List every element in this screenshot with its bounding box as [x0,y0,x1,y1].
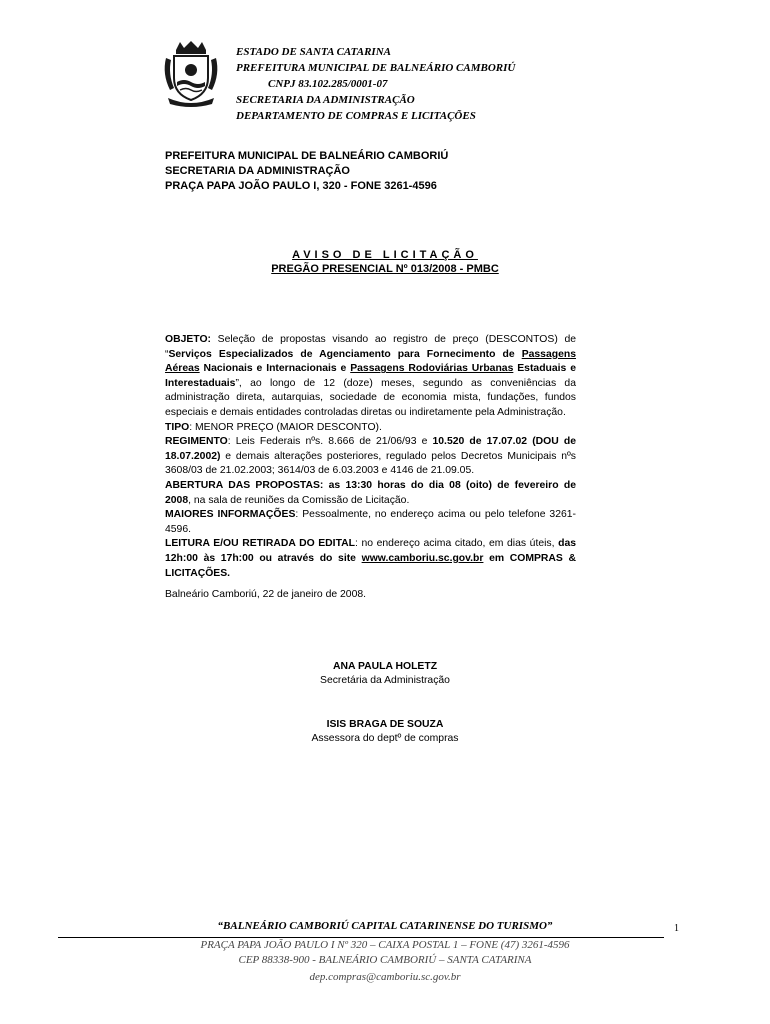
date-line: Balneário Camboriú, 22 de janeiro de 2008. [165,589,367,600]
abertura-paragraph [165,479,576,508]
letterhead [236,44,515,124]
signature-role: Secretária da Administração [320,675,450,686]
objeto-link-passagens-aereas: Passagens Aéreas [165,348,576,375]
signature-name: ISIS BRAGA DE SOUZA [326,719,444,730]
letterhead-prefeitura: PREFEITURA MUNICIPAL DE BALNEÁRIO CAMBORIÚ [236,62,516,74]
letterhead-cnpj: CNPJ 83.102.285/0001-07 [268,78,388,90]
letterhead-departamento: DEPARTAMENTO DE COMPRAS E LICITAÇÕES [236,110,476,122]
leitura-bold-2: em COMPRAS & LICITAÇÕES. [165,552,576,579]
municipal-crest-icon [162,40,220,108]
objeto-text-2: ”, ao longo de 12 (doze) meses, segundo as conveniências da administração direta, autarquias, sociedade de economia mista, fundações, fundos especiais e demais entidades controladas diretas ou indiretamente pela Administração. [165,377,576,418]
signature-name: ANA PAULA HOLETZ [332,661,438,672]
leitura-bold-1: das 12h:00 às 17h:00 ou através do site [165,538,576,564]
objeto-link-passagens-rodoviarias: Passagens Rodoviárias Urbanas [350,363,514,375]
address-line-2: SECRETARIA DA ADMINISTRAÇÃO [165,165,350,177]
signature-2 [0,718,770,746]
maiores-paragraph [165,508,576,537]
footer-motto: “BALNEÁRIO CAMBORIÚ CAPITAL CATARINENSE DO TURISMO” [217,920,553,932]
regimento-paragraph [165,435,576,479]
leitura-paragraph [165,537,576,581]
regimento-label: REGIMENTO [165,436,228,448]
leitura-text: : no endereço acima citado, em dias úteis, [355,538,559,550]
letterhead-state: ESTADO DE SANTA CATARINA [236,46,391,58]
footer-address-2: CEP 88338-900 - BALNEÁRIO CAMBORIÚ – SANTA CATARINA [238,954,532,966]
regimento-text-2: e demais alterações posteriores, regulado pelos Decretos Municipais nºs 3608/03 de 21.02.2003; 3614/03 de 6.03.2003 e 4146 de 21.09.05. [165,450,576,477]
abertura-label: ABERTURA DAS PROPOSTAS [165,479,320,491]
tipo-label: TIPO [165,421,190,433]
notice-body [165,333,576,581]
tipo-text: : MENOR PREÇO (MAIOR DESCONTO). [189,421,382,433]
objeto-text-1: Seleção de propostas visando ao registro de preço (DESCONTOS) de “ [165,334,576,360]
regimento-text-1: : Leis Federais nºs. 8.666 de 21/06/93 e [227,436,433,448]
letterhead-secretaria: SECRETARIA DA ADMINISTRAÇÃO [236,94,415,106]
address-block [165,149,448,194]
maiores-text: : Pessoalmente, no endereço acima ou pelo telefone 3261-4596. [165,509,577,535]
abertura-text: , na sala de reuniões da Comissão de Licitação. [188,494,410,506]
tipo-paragraph [165,421,576,436]
objeto-bold-2: Nacionais e Internacionais e [199,363,351,375]
notice-title [0,248,770,276]
signature-1 [0,660,770,688]
site-link[interactable]: www.camboriu.sc.gov.br [361,552,484,564]
notice-heading: AVISO DE LICITAÇÃO [292,249,478,261]
address-line-1: PREFEITURA MUNICIPAL DE BALNEÁRIO CAMBORIÚ [165,150,449,162]
regimento-bold: 10.520 de 17.07.02 (DOU de 18.07.2002) [165,436,576,462]
signature-role: Assessora do deptº de compras [311,733,459,744]
footer-email[interactable]: dep.compras@camboriu.sc.gov.br [309,971,461,983]
page-number: 1 [674,923,679,934]
objeto-bold-1: Serviços Especializados de Agenciamento para Fornecimento de [168,348,522,360]
maiores-label: MAIORES INFORMAÇÕES [165,509,296,521]
notice-subheading: PREGÃO PRESENCIAL Nº 013/2008 - PMBC [271,263,499,275]
leitura-label: LEITURA E/OU RETIRADA DO EDITAL [165,538,355,550]
address-line-3: PRAÇA PAPA JOÃO PAULO I, 320 - FONE 3261-4596 [165,180,437,192]
objeto-bold-3: Estaduais e Interestaduais [165,363,577,389]
objeto-paragraph [165,333,576,421]
objeto-label: OBJETO: [165,334,211,345]
footer-address-1: PRAÇA PAPA JOÃO PAULO I Nº 320 – CAIXA POSTAL 1 – FONE (47) 3261-4596 [200,939,570,951]
abertura-bold: : as 13:30 horas do dia 08 (oito) de fevereiro de 2008 [165,479,576,506]
